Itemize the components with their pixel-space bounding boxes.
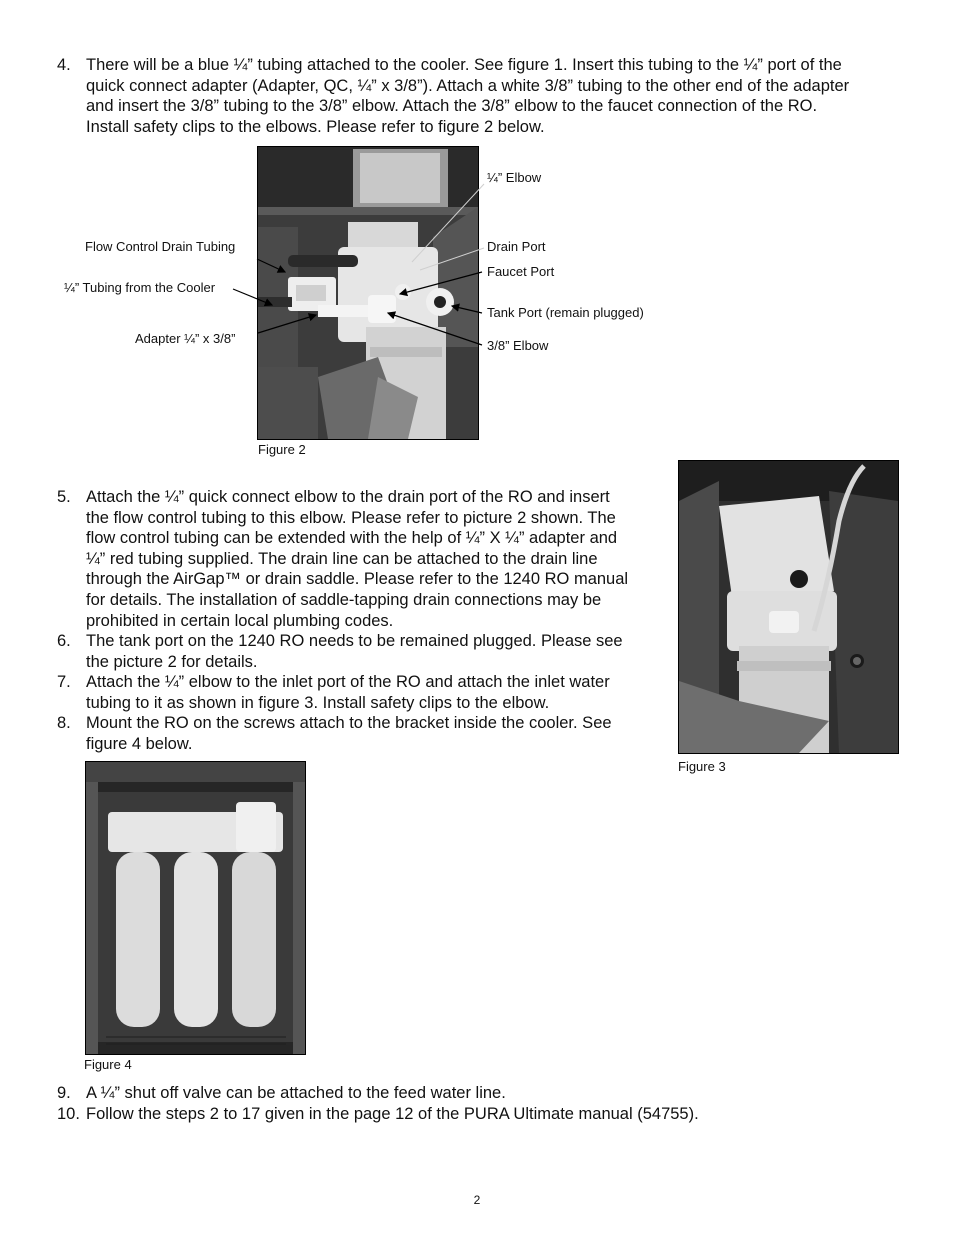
- step-7: [57, 672, 667, 714]
- step-line: Mount the RO on the screws attach to the bracket inside the cooler. See: [86, 714, 612, 732]
- step-number: 10.: [57, 1105, 80, 1123]
- label-faucet-port: Faucet Port: [487, 264, 555, 279]
- step-6: [57, 631, 667, 673]
- step-10: [57, 1104, 917, 1125]
- step-text: [86, 1083, 506, 1104]
- figure-3-photo: [678, 460, 899, 754]
- tubing-cooler-arrow: [233, 289, 272, 305]
- page-number: 2: [473, 1193, 481, 1207]
- figure-2-callout-lines: [0, 0, 954, 460]
- adapter-arrow: [258, 315, 316, 333]
- step-line: prohibited in certain local plumbing codes.: [86, 611, 394, 630]
- step-line: the flow control tubing to this elbow. Please refer to picture 2 shown. The: [86, 508, 616, 527]
- label-flow-control-drain-tubing: Flow Control Drain Tubing: [85, 239, 236, 254]
- step-text: [86, 631, 623, 672]
- step-line: figure 4 below.: [86, 734, 193, 753]
- step-line: and insert the 3/8” tubing to the 3/8” elbow. Attach the 3/8” elbow to the faucet connection of the RO.: [86, 97, 818, 116]
- step-9: [57, 1083, 917, 1104]
- faucet-port-arrow: [400, 272, 482, 294]
- step-line: quick connect adapter (Adapter, QC, ¼” x 3/8”). Attach a white 3/8” tubing to the other end of the adapter: [86, 76, 850, 95]
- drain-port-line: [420, 248, 484, 270]
- step-line: for details. The installation of saddle-tapping drain connections may be: [86, 590, 602, 609]
- step-line: flow control tubing can be extended with the help of ¼” X ¼” adapter and: [86, 529, 618, 548]
- step-5: [57, 487, 667, 632]
- figure-4-photo: [85, 761, 306, 1055]
- label-elbow-38: 3/8” Elbow: [487, 338, 549, 353]
- quarter-elbow-line: [412, 184, 484, 262]
- elbow-38-arrow: [388, 313, 482, 345]
- step-text: [86, 1104, 699, 1125]
- step-number: 6.: [57, 632, 71, 650]
- step-8: [57, 713, 667, 755]
- step-line: Install safety clips to the elbows. Please refer to figure 2 below.: [86, 117, 545, 136]
- step-line: Follow the steps 2 to 17 given in the page 12 of the PURA Ultimate manual (54755).: [86, 1105, 699, 1123]
- step-line: A ¼” shut off valve can be attached to the feed water line.: [86, 1084, 506, 1102]
- step-line: The tank port on the 1240 RO needs to be remained plugged. Please see: [86, 632, 623, 650]
- flow-control-arrow: [257, 259, 285, 272]
- step-line: through the AirGap™ or drain saddle. Please refer to the 1240 RO manual: [86, 570, 629, 589]
- step-number: 4.: [57, 56, 71, 74]
- label-tubing-from-cooler: ¼” Tubing from the Cooler: [64, 280, 216, 295]
- figure-4-caption: Figure 4: [84, 1057, 132, 1072]
- label-tank-port: Tank Port (remain plugged): [487, 305, 644, 320]
- figure-2-caption: Figure 2: [258, 442, 306, 457]
- step-line: There will be a blue ¼” tubing attached to the cooler. See figure 1. Insert this tubing to the ¼” port of the: [86, 56, 842, 74]
- step-number: 8.: [57, 714, 71, 732]
- step-text: [86, 713, 612, 754]
- step-number: 9.: [57, 1084, 71, 1102]
- step-line: ¼” red tubing supplied. The drain line can be attached to the drain line: [86, 549, 598, 568]
- step-number: 5.: [57, 488, 71, 506]
- step-text: [86, 487, 628, 631]
- label-quarter-elbow: ¼” Elbow: [487, 170, 542, 185]
- label-adapter: Adapter ¼” x 3/8”: [135, 331, 236, 346]
- step-line: Attach the ¼” elbow to the inlet port of the RO and attach the inlet water: [86, 673, 610, 691]
- label-drain-port: Drain Port: [487, 239, 546, 254]
- figure-3-caption: Figure 3: [678, 759, 726, 774]
- tank-port-arrow: [452, 306, 482, 313]
- step-line: the picture 2 for details.: [86, 652, 258, 671]
- step-line: Attach the ¼” quick connect elbow to the drain port of the RO and insert: [86, 488, 610, 506]
- step-line: tubing to it as shown in figure 3. Install safety clips to the elbow.: [86, 693, 550, 712]
- step-number: 7.: [57, 673, 71, 691]
- step-text: [86, 672, 610, 713]
